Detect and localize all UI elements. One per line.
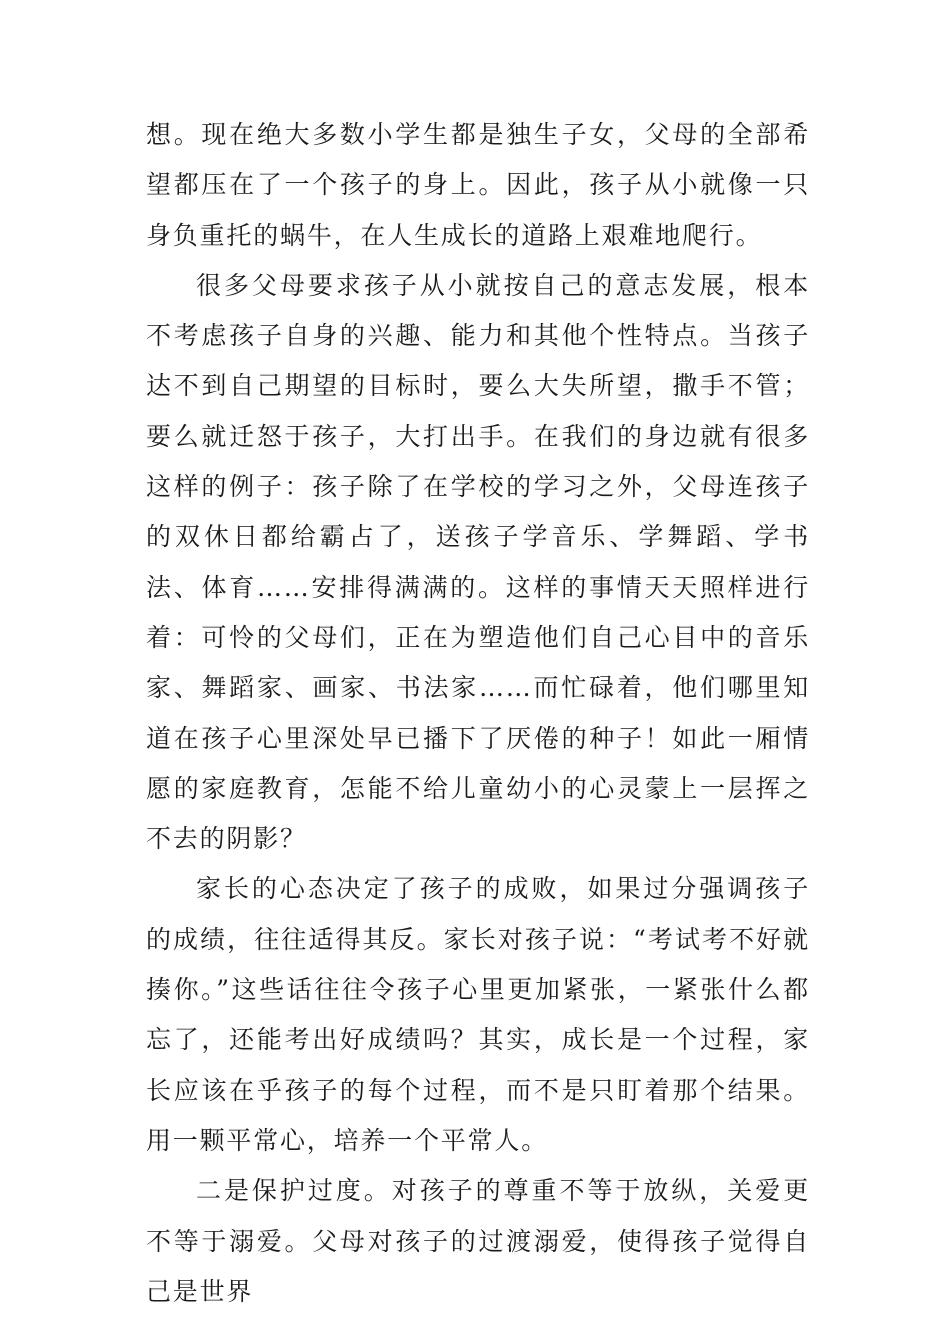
- paragraph-continuation: 想。现在绝大多数小学生都是独生子女，父母的全部希望都压在了一个孩子的身上。因此，孩子从小就像一只身负重托的蜗牛，在人生成长的道路上艰难地爬行。: [146, 120, 810, 250]
- paragraph-parents-expectations: 很多父母要求孩子从小就按自己的意志发展，根本不考虑孩子自身的兴趣、能力和其他个性特点。当孩子达不到自己期望的目标时，要么大失所望，撒手不管；要么就迁怒于孩子，大打出手。在我们的身边就有很多这样的例子：孩子除了在学校的学习之外，父母连孩子的双休日都给霸占了，送孩子学音乐、学舞蹈、学书法、体育……安排得满满的。这样的事情天天照样进行着：可怜的父母们，正在为塑造他们自己心目中的音乐家、舞蹈家、画家、书法家……而忙碌着，他们哪里知道在孩子心里深处早已播下了厌倦的种子！如此一厢情愿的家庭教育，怎能不给儿童幼小的心灵蒙上一层挥之不去的阴影？: [146, 270, 810, 854]
- document-body: [146, 110, 810, 1317]
- paragraph-overprotection: 二是保护过度。对孩子的尊重不等于放纵，关爱更不等于溺爱。父母对孩子的过渡溺爱，使得孩子觉得自己是世界: [146, 1176, 810, 1306]
- paragraph-parent-mindset: 家长的心态决定了孩子的成败，如果过分强调孩子的成绩，往往适得其反。家长对孩子说：“考试考不好就揍你。”这些话往往令孩子心里更加紧张，一紧张什么都忘了，还能考出好成绩吗？其实，成长是一个过程，家长应该在乎孩子的每个过程，而不是只盯着那个结果。用一颗平常心，培养一个平常人。: [146, 874, 810, 1155]
